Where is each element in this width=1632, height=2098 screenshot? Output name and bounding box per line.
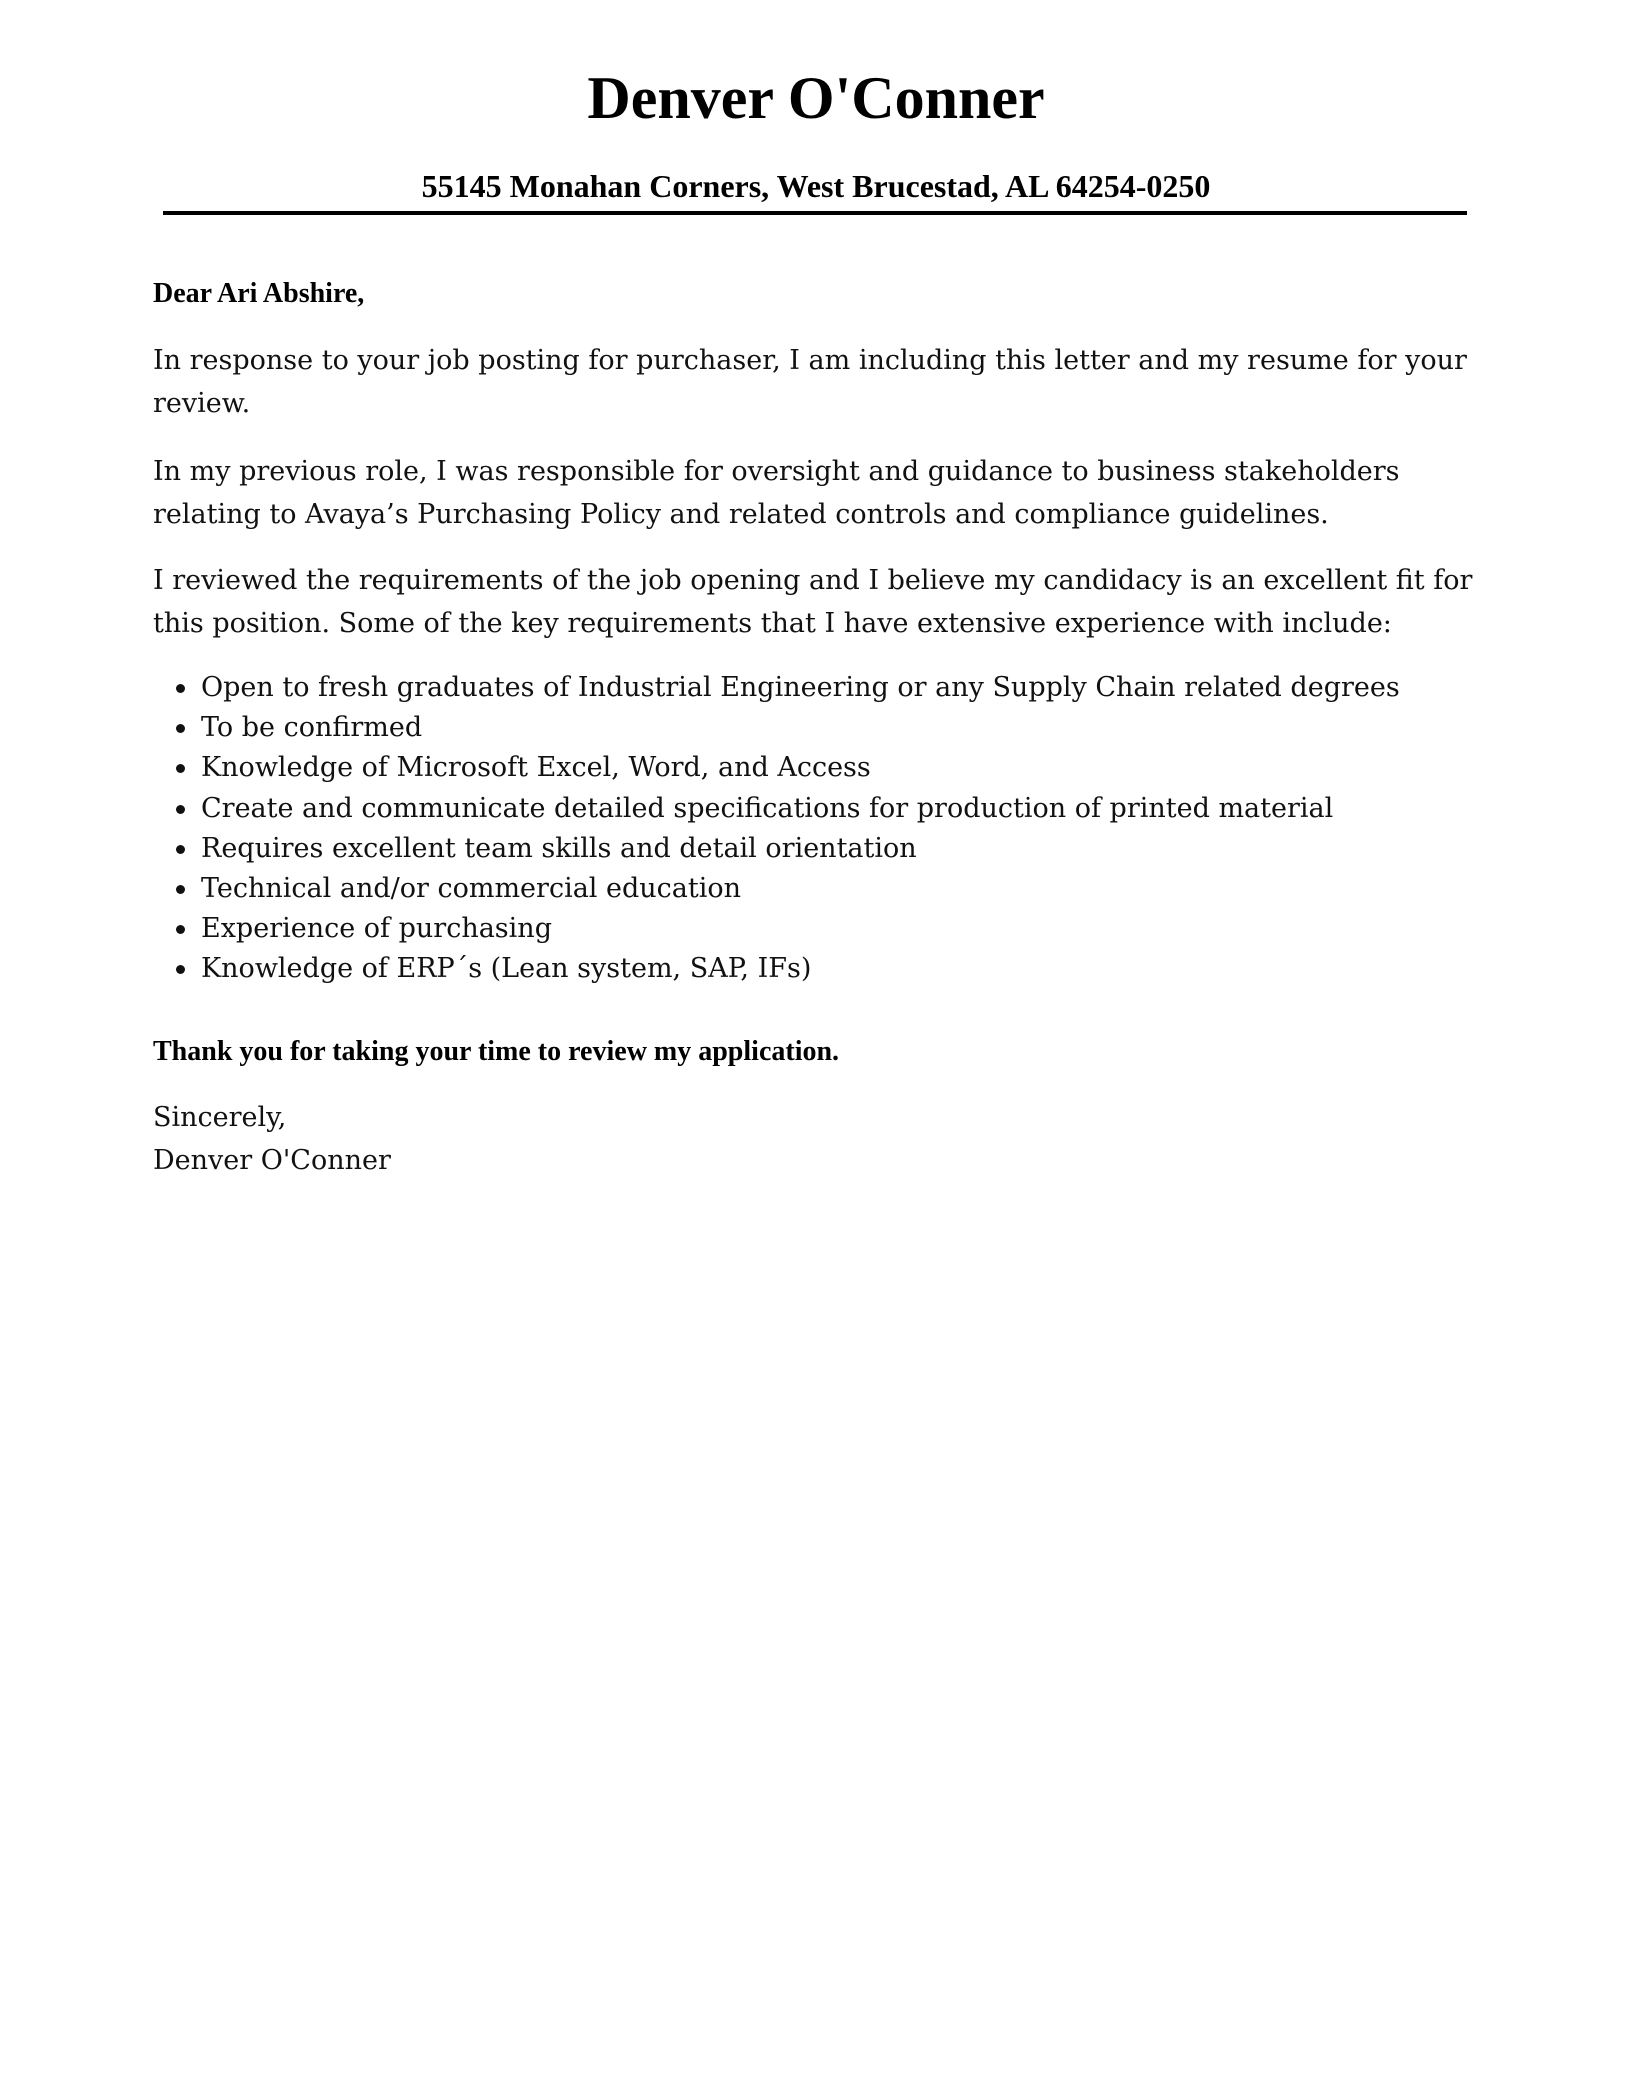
list-item bbox=[153, 668, 1493, 708]
bullet-icon bbox=[176, 845, 185, 854]
list-item bbox=[153, 949, 1493, 989]
list-item-text: Experience of purchasing bbox=[201, 913, 552, 945]
applicant-address: 55145 Monahan Corners, West Brucestad, AL 64254-0250 bbox=[421, 168, 1211, 204]
list-item bbox=[153, 829, 1493, 869]
list-item bbox=[153, 789, 1493, 829]
thank-you-line: Thank you for taking your time to review my application. bbox=[153, 1036, 840, 1067]
salutation: Dear Ari Abshire, bbox=[153, 278, 365, 309]
bullet-icon bbox=[176, 764, 185, 773]
requirements-list bbox=[153, 668, 1493, 990]
list-item-text: Open to fresh graduates of Industrial Engineering or any Supply Chain related degrees bbox=[201, 672, 1400, 703]
bullet-icon bbox=[176, 684, 185, 693]
signature-name: Denver O'Conner bbox=[153, 1145, 391, 1176]
bullet-icon bbox=[176, 885, 185, 894]
bullet-icon bbox=[176, 925, 185, 934]
list-item-text: Create and communicate detailed specifications for production of printed material bbox=[201, 792, 1334, 824]
closing-phrase: Sincerely, bbox=[153, 1102, 287, 1133]
header-divider bbox=[163, 211, 1467, 215]
list-item-text: Technical and/or commercial education bbox=[201, 873, 742, 905]
list-item-text: To be confirmed bbox=[201, 712, 423, 744]
bullet-icon bbox=[176, 724, 185, 733]
paragraph-previous-role: In my previous role, I was responsible for oversight and guidance to business stakeholders relating to Avaya’s Purchasing Policy and related controls and compliance guidelines. bbox=[153, 456, 1400, 530]
bullet-icon bbox=[176, 805, 185, 814]
paragraph-intro: In response to your job posting for purchaser, I am including this letter and my resume for your review. bbox=[153, 345, 1467, 419]
list-item bbox=[153, 869, 1493, 909]
list-item-text: Knowledge of Microsoft Excel, Word, and Access bbox=[201, 752, 871, 784]
closing-block bbox=[153, 1096, 391, 1182]
list-item bbox=[153, 909, 1493, 949]
applicant-name: Denver O'Conner bbox=[587, 65, 1045, 131]
list-item-text: Requires excellent team skills and detail orientation bbox=[201, 832, 917, 864]
list-item-text: Knowledge of ERP´s (Lean system, SAP, IFs) bbox=[201, 953, 812, 985]
bullet-icon bbox=[176, 965, 185, 974]
list-item bbox=[153, 708, 1493, 748]
paragraph-requirements-intro: I reviewed the requirements of the job opening and I believe my candidacy is an excellent fit for this position. Some of the key requirements that I have extensive experience with include: bbox=[153, 565, 1473, 639]
list-item bbox=[153, 748, 1493, 788]
